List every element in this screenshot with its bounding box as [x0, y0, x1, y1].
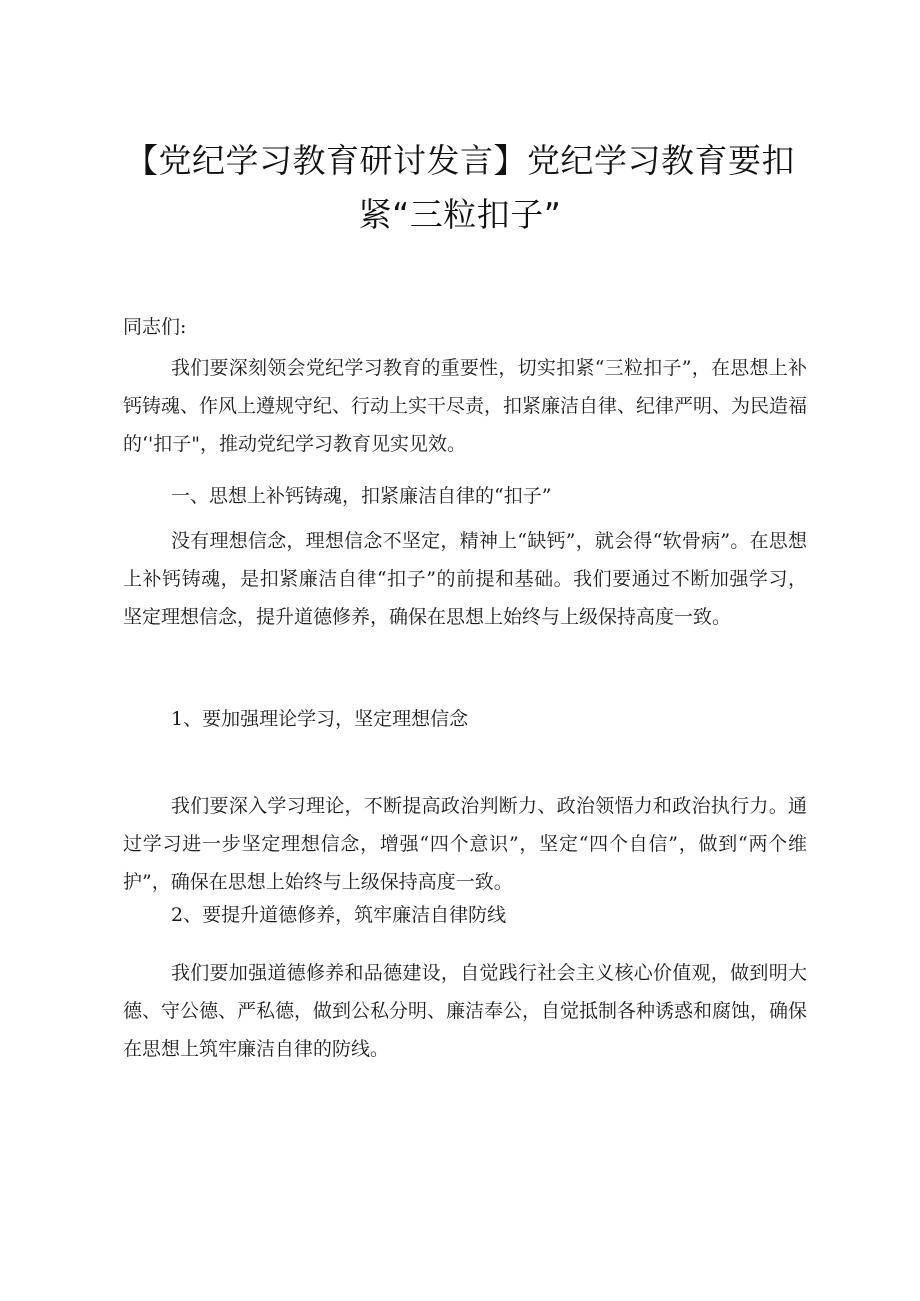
- salutation: 同志们:: [123, 316, 187, 338]
- section-1-paragraph: 没有理想信念，理想信念不坚定，精神上“缺钙”，就会得“软骨病”。在思想上补钙铸魂，是扣紧廉洁自律“扣子”的前提和基础。我们要通过不断加强学习，坚定理想信念，提升道德修养，确保在思想上始终与上级保持高度一致。: [123, 530, 807, 628]
- point-1-paragraph: 我们要深入学习理论，不断提高政治判断力、政治领悟力和政治执行力。通过学习进一步坚定理想信念，增强“四个意识”，坚定“四个自信”，做到“两个维护”，确保在思想上始终与上级保持高度一致。: [123, 795, 807, 893]
- point-2-paragraph: 我们要加强道德修养和品德建设，自觉践行社会主义核心价值观，做到明大德、守公德、严私德，做到公私分明、廉洁奉公，自觉抵制各种诱惑和腐蚀，确保在思想上筑牢廉洁自律的防线。: [123, 962, 808, 1060]
- document-title: [120, 134, 800, 242]
- title-line-1: 【党纪学习教育研讨发言】党纪学习教育要扣: [125, 141, 795, 180]
- point-2-heading: 2、要提升道德修养，筑牢廉洁自律防线: [171, 904, 507, 926]
- section-1-heading: 一、思想上补钙铸魂，扣紧廉洁自律的“扣子”: [171, 485, 552, 507]
- point-1-heading: 1、要加强理论学习，坚定理想信念: [171, 708, 469, 730]
- title-line-2: 紧“三粒扣子”: [358, 195, 562, 234]
- intro-paragraph: 我们要深刻领会党纪学习教育的重要性，切实扣紧“三粒扣子”，在思想上补钙铸魂、作风上遵规守纪、行动上实干尽责，扣紧廉洁自律、纪律严明、为民造福的‘'扣子"，推动党纪学习教育见实见效。: [123, 357, 808, 455]
